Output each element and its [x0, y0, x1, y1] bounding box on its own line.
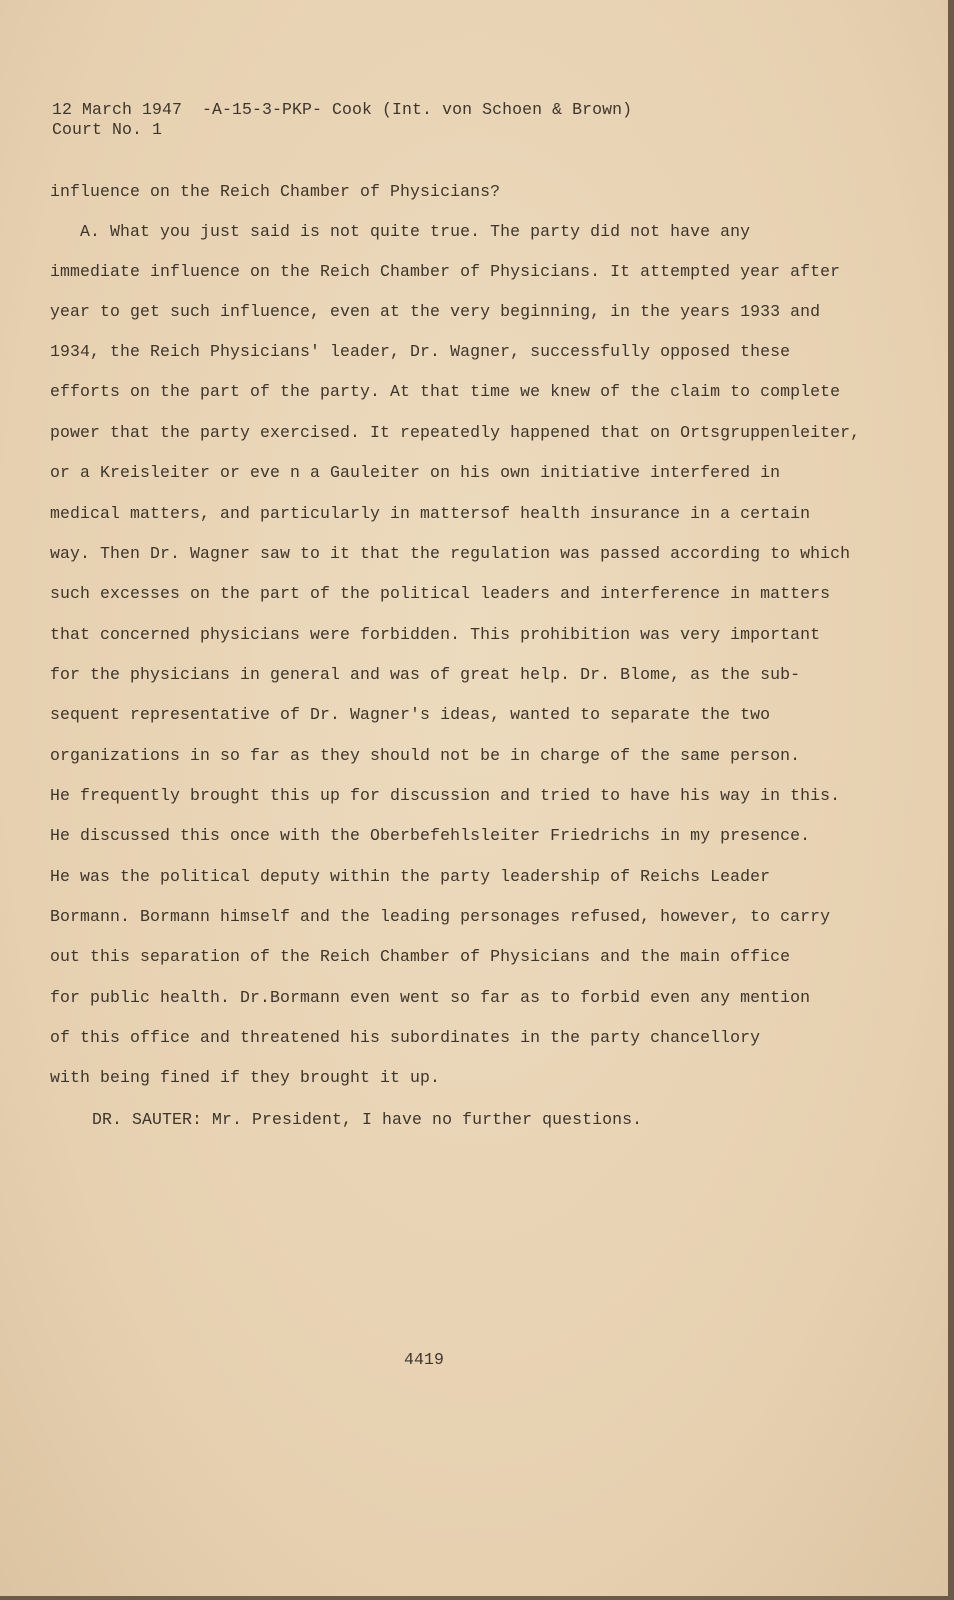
transcript-line: such excesses on the part of the political leaders and interference in matters	[50, 584, 831, 603]
transcript-line: Bormann. Bormann himself and the leading personages refused, however, to carry	[50, 907, 831, 926]
transcript-line: efforts on the part of the party. At that time we knew of the claim to complete	[50, 382, 841, 401]
transcript-line: He frequently brought this up for discussion and tried to have his way in this.	[50, 786, 841, 805]
transcript-line: way. Then Dr. Wagner saw to it that the regulation was passed according to which	[50, 544, 851, 563]
transcript-line: influence on the Reich Chamber of Physicians?	[50, 182, 501, 201]
transcript-line: sequent representative of Dr. Wagner's ideas, wanted to separate the two	[50, 705, 771, 724]
transcript-line: power that the party exercised. It repeatedly happened that on Ortsgruppenleiter,	[50, 423, 861, 442]
transcript-line: or a Kreisleiter or eve n a Gauleiter on his own initiative interfered in	[50, 463, 781, 482]
transcript-line: of this office and threatened his subordinates in the party chancellory	[50, 1028, 761, 1047]
transcript-line: immediate influence on the Reich Chamber of Physicians. It attempted year after	[50, 262, 841, 281]
transcript-line: with being fined if they brought it up.	[50, 1068, 441, 1087]
transcript-line: year to get such influence, even at the very beginning, in the years 1933 and	[50, 302, 821, 321]
closing-statement-line: DR. SAUTER: Mr. President, I have no further questions.	[52, 1110, 643, 1129]
transcript-line: that concerned physicians were forbidden. This prohibition was very important	[50, 625, 821, 644]
transcript-line: medical matters, and particularly in mattersof health insurance in a certain	[50, 504, 811, 523]
page-number: 4419	[404, 1350, 445, 1369]
page-edge-right	[948, 0, 954, 1600]
transcript-line: organizations in so far as they should not be in charge of the same person.	[50, 746, 801, 765]
transcript-line: for public health. Dr.Bormann even went so far as to forbid even any mention	[50, 988, 811, 1007]
transcript-line: He was the political deputy within the party leadership of Reichs Leader	[50, 867, 771, 886]
header-line-date-reference: 12 March 1947 -A-15-3-PKP- Cook (Int. von Schoen & Brown)	[52, 100, 633, 119]
transcript-line: for the physicians in general and was of great help. Dr. Blome, as the sub-	[50, 665, 801, 684]
header-line-court: Court No. 1	[52, 120, 163, 139]
transcript-line: A. What you just said is not quite true. The party did not have any	[50, 222, 751, 241]
page-edge-bottom	[0, 1596, 954, 1600]
transcript-line: He discussed this once with the Oberbefehlsleiter Friedrichs in my presence.	[50, 826, 811, 845]
transcript-line: 1934, the Reich Physicians' leader, Dr. Wagner, successfully opposed these	[50, 342, 791, 361]
transcript-line: out this separation of the Reich Chamber of Physicians and the main office	[50, 947, 791, 966]
